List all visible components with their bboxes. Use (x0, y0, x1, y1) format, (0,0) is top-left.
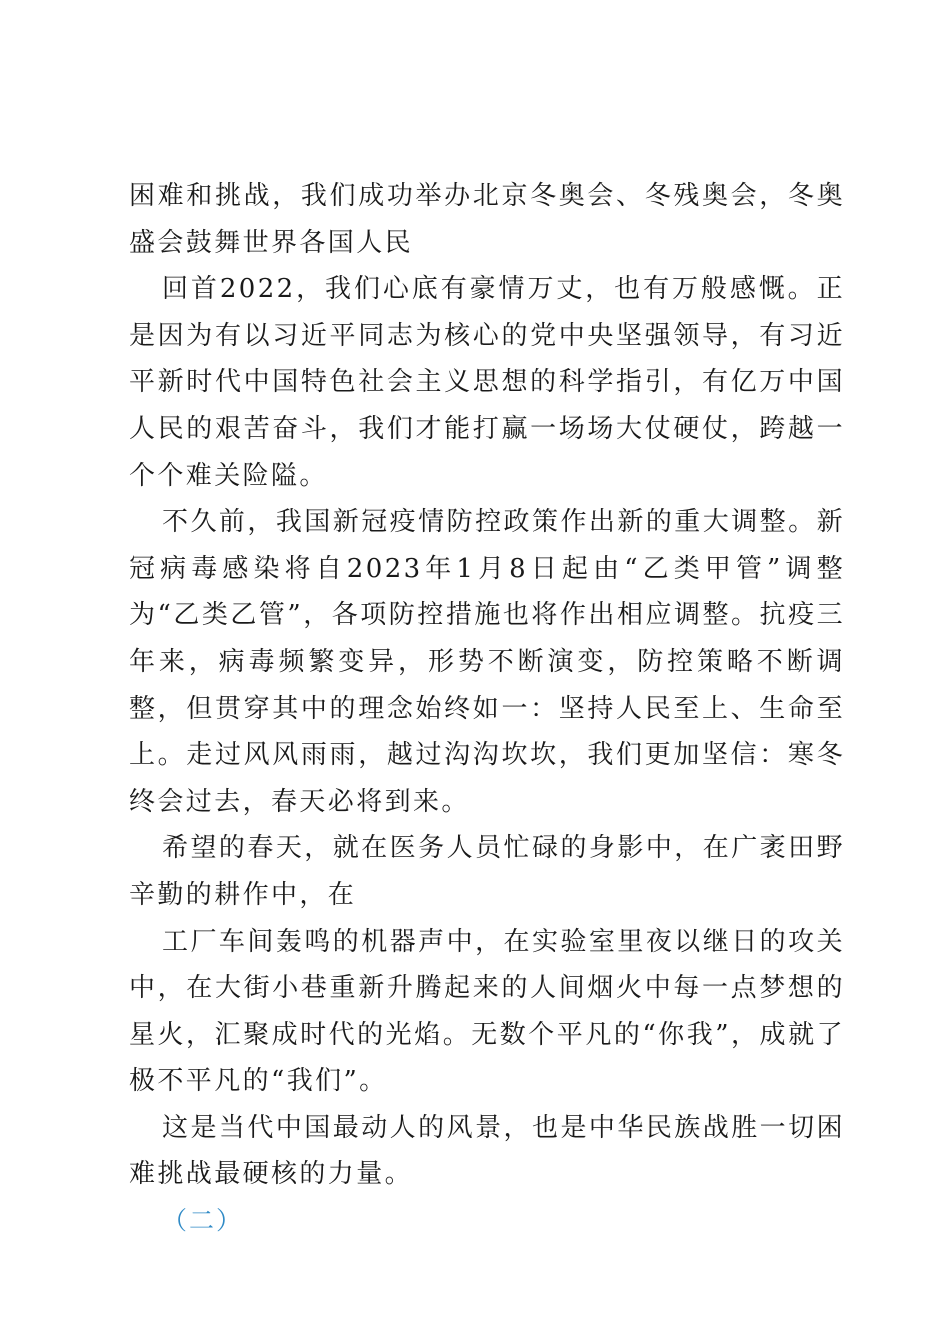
document-body (129, 173, 845, 1245)
paragraph-review-2022: 回首2022，我们心底有豪情万丈，也有万般感慨。正是因为有以习近平同志为核心的党中央坚强领导，有习近平新时代中国特色社会主义思想的科学指引，有亿万中国人民的艰苦奋斗，我们才能打赢一场场大仗硬仗，跨越一个个难关险隘。 (129, 274, 845, 491)
paragraph-factory-workers: 工厂车间轰鸣的机器声中，在实验室里夜以继日的攻关中，在大街小巷重新升腾起来的人间烟火中每一点梦想的星火，汇聚成时代的光焰。无数个平凡的“你我”，成就了极不平凡的“我们”。 (129, 926, 845, 1097)
section-heading: （二） (162, 1206, 244, 1236)
paragraph-china-scenery: 这是当代中国最动人的风景，也是中华民族战胜一切困难挑战最硬核的力量。 (129, 1112, 845, 1190)
paragraph-continuation: 困难和挑战，我们成功举办北京冬奥会、冬残奥会，冬奥盛会鼓舞世界各国人民 (129, 181, 845, 258)
paragraph-hope-spring: 希望的春天，就在医务人员忙碌的身影中，在广袤田野辛勤的耕作中，在 (129, 833, 845, 910)
paragraph-covid-policy: 不久前，我国新冠疫情防控政策作出新的重大调整。新冠病毒感染将自2023年1月8日起由“乙类甲管”调整为“乙类乙管”，各项防控措施也将作出相应调整。抗疫三年来，病毒频繁变异，形势不断演变，防控策略不断调整，但贯穿其中的理念始终如一：坚持人民至上、生命至上。走过风风雨雨，越过沟沟坎坎，我们更加坚信：寒冬终会过去，春天必将到来。 (129, 507, 845, 817)
